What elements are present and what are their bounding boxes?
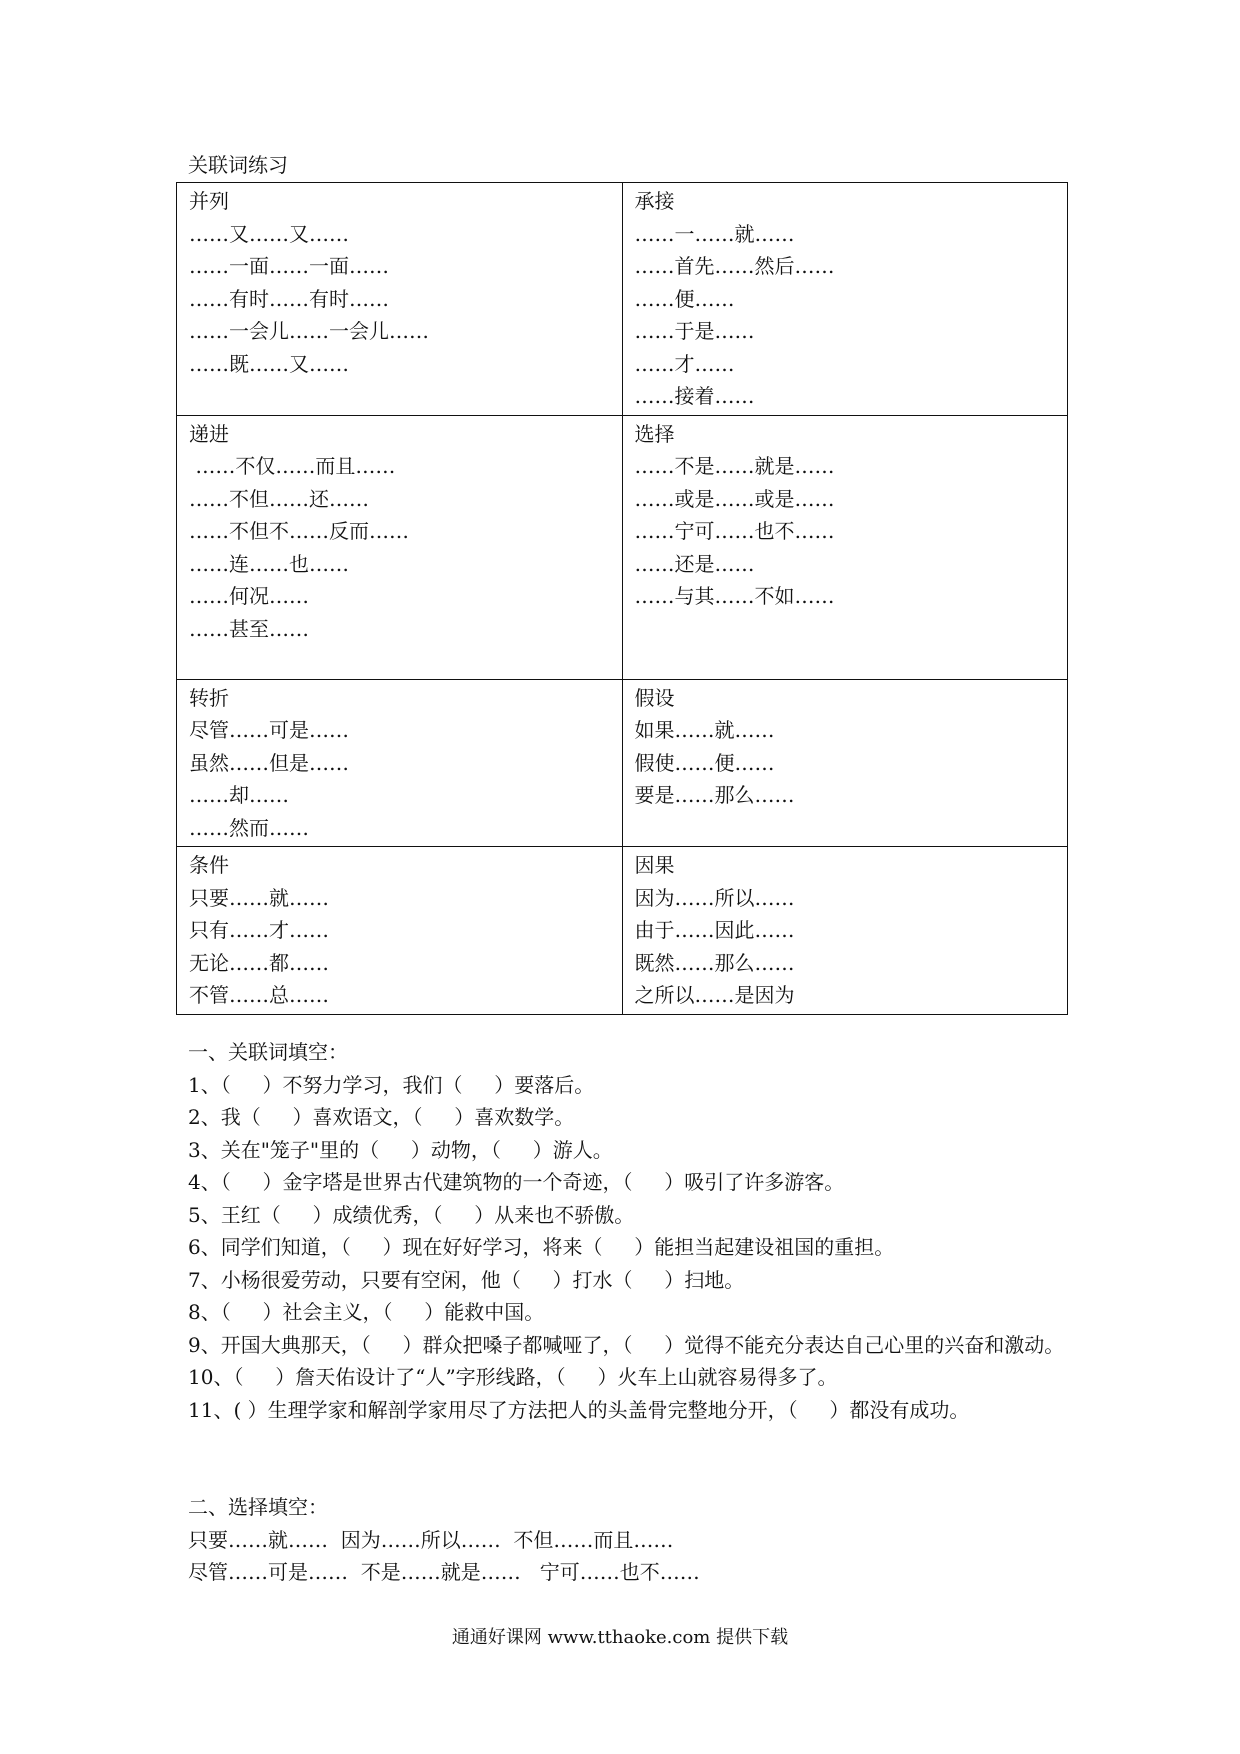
- table-row: [177, 847, 1068, 1015]
- conjunction-item: ……于是……: [634, 319, 755, 343]
- category-cell-bingli: [177, 183, 623, 416]
- fill-in-section: [188, 1036, 1068, 1426]
- question-item: 6、同学们知道，（ ）现在好好学习，将来（ ）能担当起建设祖国的重担。: [188, 1235, 895, 1259]
- conjunction-item: ……首先……然后……: [634, 254, 835, 278]
- question-item: 3、关在"笼子"里的（ ）动物，（ ）游人。: [188, 1137, 613, 1162]
- table-row: [177, 183, 1068, 416]
- category-cell-jiashe: [622, 679, 1068, 847]
- category-cell-dijin: [177, 415, 623, 679]
- conjunction-item: 无论……都……: [189, 950, 329, 975]
- conjunction-item: ……才……: [634, 351, 735, 376]
- conjunction-item: 由于……因此……: [634, 918, 795, 942]
- category-cell-yinguo: [622, 847, 1068, 1015]
- conjunction-item: 尽管……可是……: [189, 718, 349, 742]
- question-item: 2、我（ ）喜欢语文，（ ）喜欢数学。: [188, 1105, 575, 1129]
- question-item: 1、（ ）不努力学习，我们（ ）要落后。: [188, 1072, 595, 1097]
- conjunction-item: ……接着……: [634, 384, 755, 408]
- question-item: 8、（ ）社会主义，（ ）能救中国。: [188, 1300, 545, 1324]
- question-item: 5、王红（ ）成绩优秀，（ ）从来也不骄傲。: [188, 1202, 635, 1227]
- category-title: 转折: [189, 685, 229, 710]
- category-cell-zhuanzhe: [177, 679, 623, 847]
- conjunction-item: ……一会儿……一会儿……: [189, 319, 429, 343]
- conjunction-item: ……不仅……而且……: [189, 454, 396, 478]
- category-title: 递进: [189, 421, 229, 446]
- table-row: [177, 679, 1068, 847]
- category-cell-chengjie: [622, 183, 1068, 416]
- question-item: 9、开国大典那天，（ ）群众把嗓子都喊哑了，（ ）觉得不能充分表达自己心里的兴奋和激动。: [188, 1332, 1065, 1357]
- conjunction-item: ……还是……: [634, 551, 755, 576]
- conjunction-item: ……不但不……反而……: [189, 519, 409, 543]
- conjunction-item: ……有时……有时……: [189, 286, 389, 311]
- conjunction-item: ……不但……还……: [189, 486, 369, 511]
- category-title: 因果: [634, 853, 675, 877]
- conjunction-item: 如果……就……: [634, 718, 775, 742]
- conjunction-item: ……便……: [634, 286, 735, 311]
- conjunction-item: ……既……又……: [189, 351, 349, 376]
- page-footer: 通通好课网 www.tthaoke.com 提供下载: [451, 1627, 789, 1648]
- category-cell-tiaojian: [177, 847, 623, 1015]
- conjunction-item: 只有……才……: [189, 918, 329, 942]
- choice-section: [188, 1491, 1068, 1589]
- table-row: [177, 415, 1068, 679]
- conjunction-item: ……又……又……: [189, 221, 349, 246]
- conjunction-item: 要是……那么……: [634, 783, 795, 807]
- page-title: 关联词练习: [188, 153, 288, 177]
- conjunction-item: 之所以……是因为: [634, 983, 795, 1007]
- conjunction-item: ……甚至……: [189, 616, 309, 641]
- conjunction-item: ……或是……或是……: [634, 486, 835, 511]
- conjunction-item: ……何况……: [189, 584, 309, 608]
- conjunction-item: ……连……也……: [189, 551, 349, 576]
- category-title: 并列: [189, 189, 229, 213]
- category-title: 承接: [634, 189, 675, 213]
- conjunction-item: ……不是……就是……: [634, 454, 835, 478]
- conjunction-table: [176, 182, 1068, 1015]
- conjunction-item: ……然而……: [189, 815, 309, 840]
- conjunction-item: ……与其……不如……: [634, 584, 835, 608]
- category-title: 条件: [189, 853, 229, 877]
- category-cell-xuanze: [622, 415, 1068, 679]
- category-title: 假设: [634, 685, 675, 710]
- category-title: 选择: [634, 421, 675, 446]
- conjunction-item: 既然……那么……: [634, 950, 795, 975]
- conjunction-item: 不管……总……: [189, 983, 329, 1007]
- conjunction-item: ……一……就……: [634, 221, 795, 246]
- question-item: 11、( ）生理学家和解剖学家用尽了方法把人的头盖骨完整地分开，（ ）都没有成功。: [188, 1397, 970, 1422]
- section-title: 一、关联词填空：: [188, 1040, 348, 1064]
- conjunction-item: ……却……: [189, 783, 289, 807]
- conjunction-item: 只要……就……: [189, 885, 329, 910]
- options-line: 只要……就…… 因为……所以…… 不但……而且……: [188, 1527, 674, 1552]
- conjunction-item: ……一面……一面……: [189, 254, 389, 278]
- question-item: 7、小杨很爱劳动，只要有空闲，他（ ）打水（ ）扫地。: [188, 1267, 745, 1292]
- question-item: 10、（ ）詹天佑设计了“人”字形线路，（ ）火车上山就容易得多了。: [188, 1365, 838, 1389]
- question-item: 4、（ ）金字塔是世界古代建筑物的一个奇迹，（ ）吸引了许多游客。: [188, 1170, 845, 1194]
- conjunction-item: 假使……便……: [634, 750, 775, 775]
- conjunction-item: ……宁可……也不……: [634, 519, 835, 543]
- section-title: 二、选择填空：: [188, 1495, 328, 1519]
- options-line: 尽管……可是…… 不是……就是…… 宁可……也不……: [188, 1560, 700, 1584]
- conjunction-item: 因为……所以……: [634, 885, 795, 910]
- conjunction-item: 虽然……但是……: [189, 750, 349, 775]
